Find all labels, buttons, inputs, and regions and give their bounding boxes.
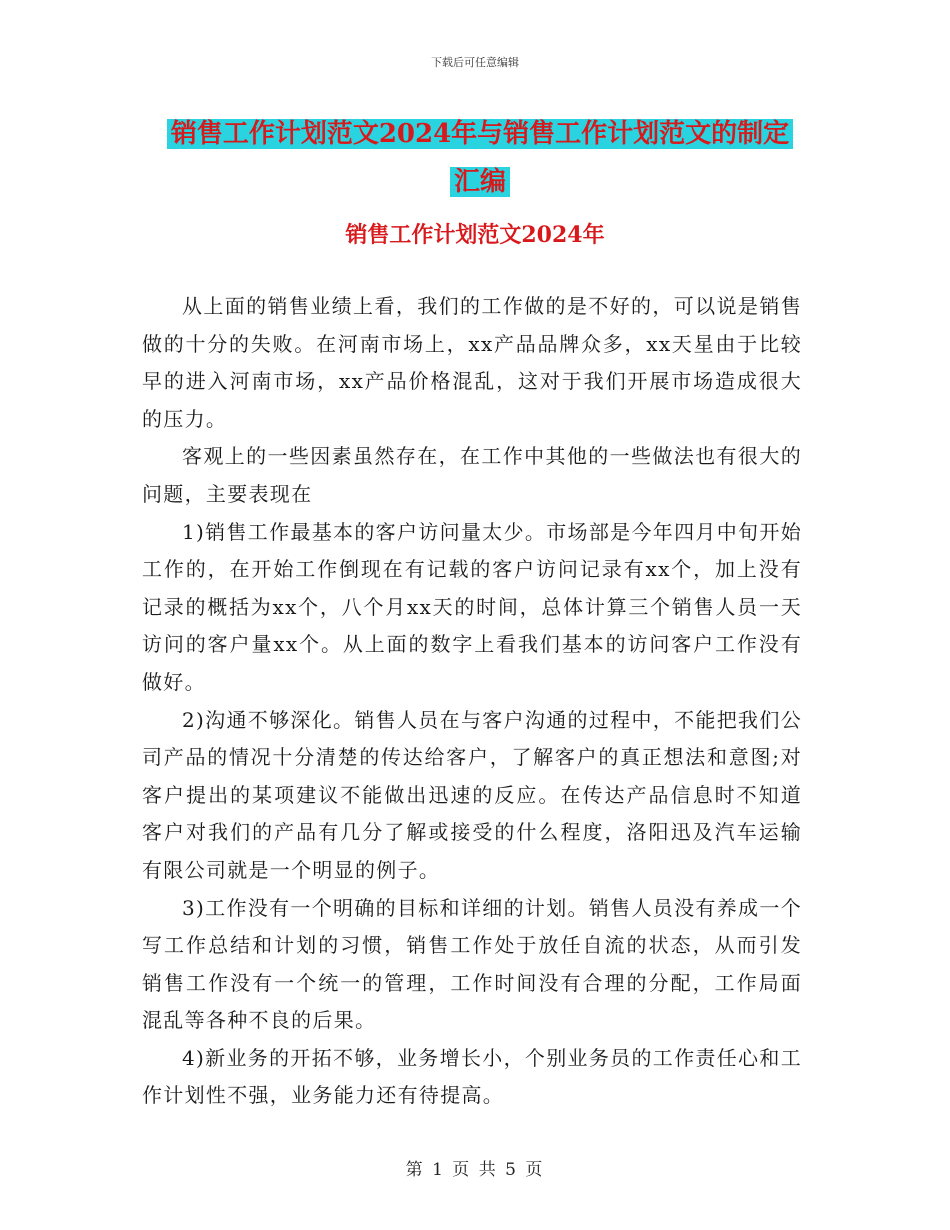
- paragraph: 从上面的销售业绩上看，我们的工作做的是不好的，可以说是销售做的十分的失败。在河南市场上，xx产品品牌众多，xx天星由于比较早的进入河南市场，xx产品价格混乱，这对于我们开展市场造成很大的压力。: [142, 294, 802, 431]
- document-title: [150, 110, 810, 206]
- page-header: 下载后可任意编辑: [431, 56, 519, 69]
- page-footer: 第 1 页 共 5 页: [405, 1160, 545, 1180]
- section-title: 销售工作计划范文2024年: [345, 222, 605, 248]
- paragraph: 客观上的一些因素虽然存在，在工作中其他的一些做法也有很大的问题，主要表现在: [142, 444, 802, 506]
- paragraph: 4)新业务的开拓不够，业务增长小，个别业务员的工作责任心和工作计划性不强，业务能力还有待提高。: [142, 1045, 802, 1108]
- paragraph: 2)沟通不够深化。销售人员在与客户沟通的过程中，不能把我们公司产品的情况十分清楚的传达给客户，了解客户的真正想法和意图;对客户提出的某项建议不能做出迅速的反应。在传达产品信息时不知道客户对我们的产品有几分了解或接受的什么程度，洛阳迅及汽车运输有限公司就是一个明显的例子。: [142, 707, 802, 882]
- document-body: [142, 288, 802, 1115]
- paragraph: 1)销售工作最基本的客户访问量太少。市场部是今年四月中旬开始工作的，在开始工作倒现在有记载的客户访问记录有xx个，加上没有记录的概括为xx个，八个月xx天的时间，总体计算三个销售人员一天访问的客户量xx个。从上面的数字上看我们基本的访问客户工作没有做好。: [142, 519, 802, 694]
- document-title-line2: 汇编: [450, 167, 510, 197]
- paragraph: 3)工作没有一个明确的目标和详细的计划。销售人员没有养成一个写工作总结和计划的习惯，销售工作处于放任自流的状态，从而引发销售工作没有一个统一的管理，工作时间没有合理的分配，工作局面混乱等各种不良的后果。: [142, 895, 802, 1033]
- document-title-line1: 销售工作计划范文2024年与销售工作计划范文的制定: [167, 119, 793, 149]
